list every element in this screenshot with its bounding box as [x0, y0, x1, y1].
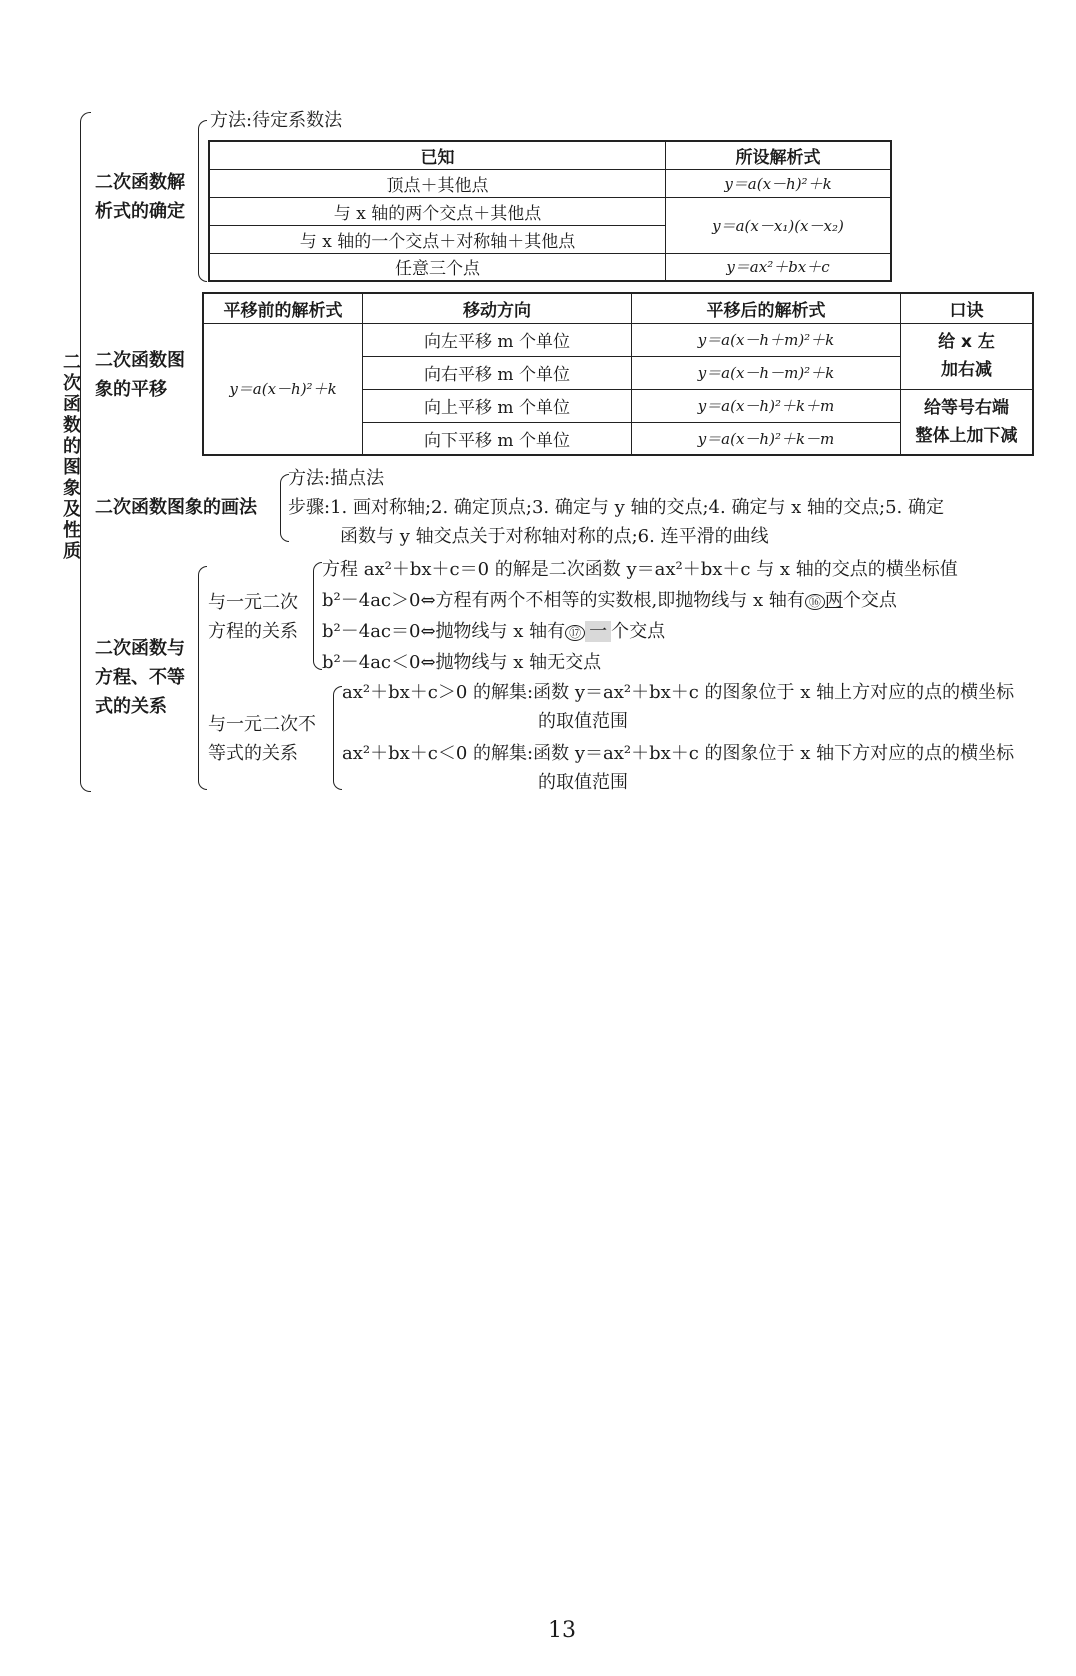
result-cell: y＝a(x－h)²＋k－m: [632, 422, 901, 455]
equation-relation-label-line2: 方程的关系: [208, 621, 298, 642]
main-brace: [80, 112, 91, 792]
formula-cell: y＝ax²＋bx＋c: [666, 253, 892, 281]
section2-label-line2: 象的平移: [95, 379, 167, 400]
equation-relation-4: b²－4ac＜0⇔抛物线与 x 轴无交点: [322, 652, 602, 673]
formula-cell: y＝a(x－h)²＋k: [666, 169, 892, 197]
equation-relation-1: 方程 ax²＋bx＋c＝0 的解是二次函数 y＝ax²＋bx＋c 与 x 轴的交点的横坐标值: [322, 559, 958, 580]
inequality-relation-label-line2: 等式的关系: [208, 743, 298, 764]
section4-label-line1: 二次函数与: [95, 638, 185, 659]
header-known: 已知: [209, 141, 666, 169]
mnemonic-vertical: [901, 389, 1034, 455]
header-direction: 移动方向: [363, 293, 632, 323]
mnemonic-line: 给等号右端: [924, 397, 1009, 418]
known-cell: 与 x 轴的两个交点＋其他点: [209, 197, 666, 225]
translation-table: [202, 292, 1034, 456]
equation-relation-2: [322, 588, 897, 615]
header-result: 平移后的解析式: [632, 293, 901, 323]
section4-brace: [198, 566, 207, 790]
equation-text: 个交点: [611, 621, 666, 642]
main-title: 二次函数的图象及性质: [63, 352, 81, 562]
inequality-relation-1-line1: ax²＋bx＋c＞0 的解集:函数 y＝ax²＋bx＋c 的图象位于 x 轴上方对应的点的横坐标: [342, 682, 1015, 703]
inequality-relation-1-line2: 的取值范围: [538, 711, 628, 732]
mnemonic-line: 加右减: [941, 360, 992, 380]
equation-text: b²－4ac＝0⇔抛物线与 x 轴有: [322, 621, 566, 642]
direction-cell: 向右平移 m 个单位: [363, 356, 632, 389]
section2-label-line1: 二次函数图: [95, 350, 185, 371]
section1-label-line2: 析式的确定: [95, 201, 185, 222]
original-formula: y＝a(x－h)²＋k: [203, 323, 363, 455]
direction-cell: 向上平移 m 个单位: [363, 389, 632, 422]
equation-relation-3: [322, 619, 665, 646]
page-number: 13: [548, 1618, 576, 1643]
analytic-formula-table: [208, 140, 892, 282]
section3-steps-line1: 步骤:1. 画对称轴;2. 确定顶点;3. 确定与 y 轴的交点;4. 确定与 x 轴的交点;5. 确定: [288, 497, 945, 518]
formula-cell: y＝a(x－x₁)(x－x₂): [666, 197, 892, 253]
equation-text: b²－4ac＞0⇔方程有两个不相等的实数根,即抛物线与 x 轴有: [322, 590, 805, 611]
inequality-relation-label-line1: 与一元二次不: [208, 714, 316, 735]
known-cell: 顶点＋其他点: [209, 169, 666, 197]
direction-cell: 向左平移 m 个单位: [363, 323, 632, 356]
mnemonic-line: 给 x 左: [938, 332, 995, 352]
section1-method: 方法:待定系数法: [210, 110, 343, 131]
equation-text: 个交点: [842, 590, 897, 611]
inequality-brace: [333, 686, 342, 790]
result-cell: y＝a(x－h)²＋k＋m: [632, 389, 901, 422]
equation-brace: [313, 562, 322, 670]
section4-label-line2: 方程、不等: [95, 667, 185, 688]
result-cell: y＝a(x－h－m)²＋k: [632, 356, 901, 389]
inequality-relation-2-line1: ax²＋bx＋c＜0 的解集:函数 y＝ax²＋bx＋c 的图象位于 x 轴下方对应的点的横坐标: [342, 743, 1015, 764]
section1-label-line1: 二次函数解: [95, 172, 185, 193]
section1-brace: [198, 120, 207, 282]
equation-relation-label-line1: 与一元二次: [208, 592, 298, 613]
answer-blank: 一: [585, 621, 611, 642]
header-original: 平移前的解析式: [203, 293, 363, 323]
section3-label: 二次函数图象的画法: [95, 497, 257, 518]
section3-steps-line2: 函数与 y 轴交点关于对称轴对称的点;6. 连平滑的曲线: [340, 526, 769, 547]
section4-label-line3: 式的关系: [95, 696, 167, 717]
direction-cell: 向下平移 m 个单位: [363, 422, 632, 455]
result-cell: y＝a(x－h＋m)²＋k: [632, 323, 901, 356]
answer-marker: ⑯: [805, 594, 825, 610]
header-mnemonic: 口诀: [901, 293, 1034, 323]
mnemonic-horizontal: [901, 323, 1034, 389]
section3-method: 方法:描点法: [288, 468, 385, 489]
known-cell: 任意三个点: [209, 253, 666, 281]
inequality-relation-2-line2: 的取值范围: [538, 772, 628, 793]
answer-marker: ⑰: [565, 625, 585, 641]
header-formula: 所设解析式: [666, 141, 892, 169]
known-cell: 与 x 轴的一个交点＋对称轴＋其他点: [209, 225, 666, 253]
mnemonic-line: 整体上加下减: [915, 425, 1018, 446]
answer-blank: 两: [824, 590, 843, 611]
